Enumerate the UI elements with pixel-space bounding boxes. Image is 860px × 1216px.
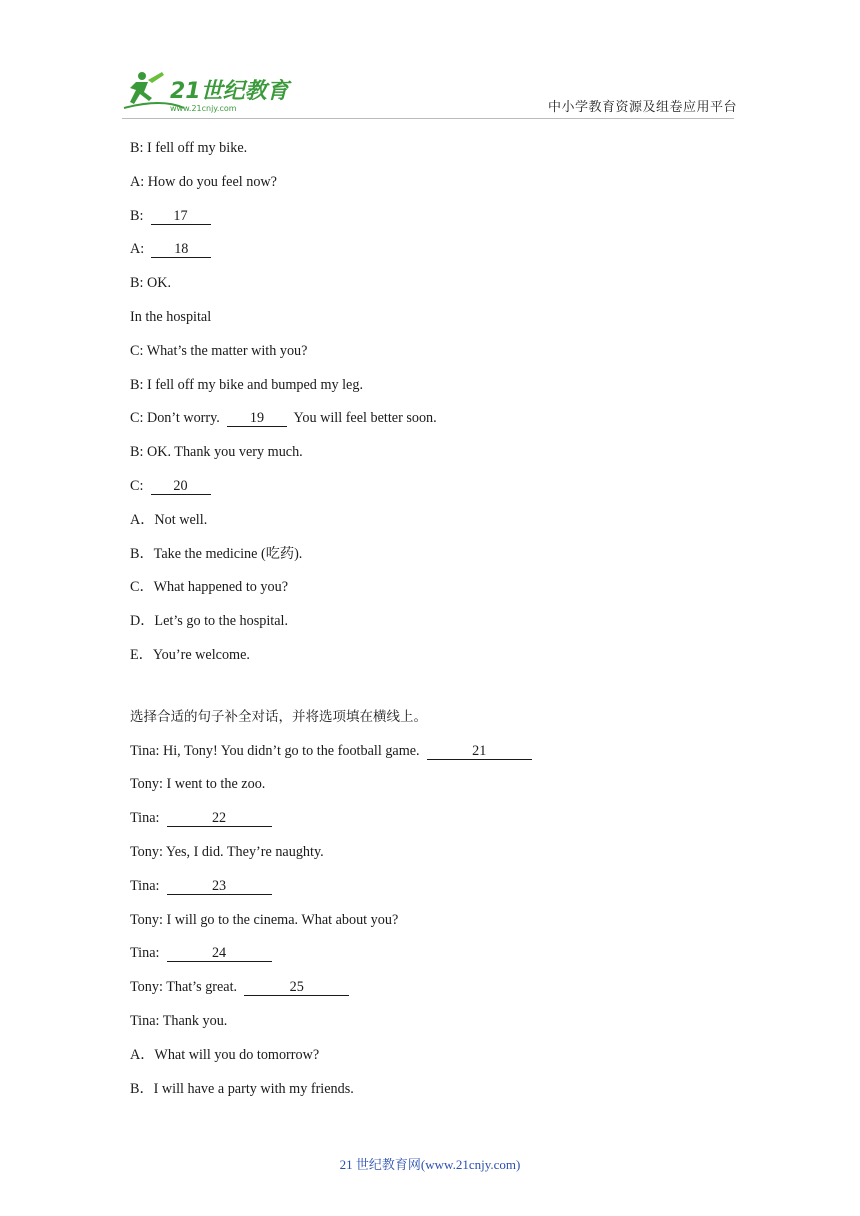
dialogue-line: [130, 808, 740, 842]
page-header: [0, 0, 860, 125]
section-gap: [130, 679, 740, 707]
header-divider: [122, 118, 734, 119]
line-prefix: Tina: Hi, Tony! You didn’t go to the football game.: [130, 742, 427, 759]
answer-blank[interactable]: 19: [227, 410, 287, 427]
dialogue-line: B: I fell off my bike and bumped my leg.: [130, 376, 363, 393]
dialogue-line: [130, 876, 740, 910]
answer-blank[interactable]: 22: [167, 810, 272, 827]
logo-text: 21世纪教育: [170, 79, 289, 104]
line-prefix: Tina:: [130, 945, 167, 962]
dialogue-section-1: [130, 138, 740, 679]
section-2-instruction: 选择合适的句子补全对话，并将选项填在横线上。: [130, 708, 427, 725]
dialogue-line: [130, 943, 740, 977]
dialogue-line: [130, 476, 740, 510]
line-prefix: C: Don’t worry.: [130, 410, 227, 427]
dialogue-line: [130, 206, 740, 240]
answer-option: D．Let’s go to the hospital.: [130, 613, 289, 630]
dialogue-line: C: What’s the matter with you?: [130, 342, 308, 359]
dialogue-line: [130, 977, 740, 1011]
line-suffix: You will feel better soon.: [286, 410, 437, 427]
answer-blank[interactable]: 20: [151, 478, 211, 495]
answer-blank[interactable]: 17: [151, 208, 211, 225]
answer-blank[interactable]: 25: [244, 979, 349, 996]
header-platform-text: 中小学教育资源及组卷应用平台: [548, 100, 738, 115]
dialogue-line: [130, 408, 740, 442]
line-prefix: Tina:: [130, 877, 167, 894]
line-prefix: A:: [130, 241, 152, 258]
answer-option: C．What happened to you?: [130, 579, 288, 596]
answer-option: B．I will have a party with my friends.: [130, 1080, 354, 1097]
dialogue-line: Tony: I went to the zoo.: [130, 776, 266, 793]
dialogue-section-2: [130, 741, 740, 1113]
dialogue-line: Tony: I will go to the cinema. What about you?: [130, 911, 399, 928]
dialogue-line: Tina: Thank you.: [130, 1012, 228, 1029]
document-body: [130, 138, 740, 1112]
answer-blank[interactable]: 24: [167, 945, 272, 962]
site-logo: [122, 68, 292, 114]
dialogue-line: A: How do you feel now?: [130, 173, 277, 190]
answer-blank[interactable]: 18: [151, 241, 211, 258]
dialogue-line: B: OK. Thank you very much.: [130, 444, 303, 461]
dialogue-line: Tony: Yes, I did. They’re naughty.: [130, 843, 324, 860]
answer-blank[interactable]: 23: [167, 878, 272, 895]
page-footer: 21 世纪教育网(www.21cnjy.com): [339, 1157, 521, 1172]
dialogue-line: [130, 239, 740, 273]
line-prefix: Tina:: [130, 810, 167, 827]
answer-option: A．Not well.: [130, 511, 208, 528]
dialogue-line: B: I fell off my bike.: [130, 140, 248, 156]
line-prefix: Tony: That’s great.: [130, 979, 245, 996]
dialogue-line: In the hospital: [130, 308, 212, 325]
line-prefix: B:: [130, 207, 151, 224]
answer-option: B．Take the medicine (吃药).: [130, 545, 303, 562]
logo-url: www.21cnjy.com: [170, 104, 237, 113]
answer-option: A．What will you do tomorrow?: [130, 1046, 320, 1063]
line-prefix: C:: [130, 477, 151, 494]
dialogue-line: B: OK.: [130, 275, 171, 292]
dialogue-line: [130, 741, 740, 775]
answer-blank[interactable]: 21: [427, 743, 532, 760]
answer-option: E．You’re welcome.: [130, 646, 250, 663]
